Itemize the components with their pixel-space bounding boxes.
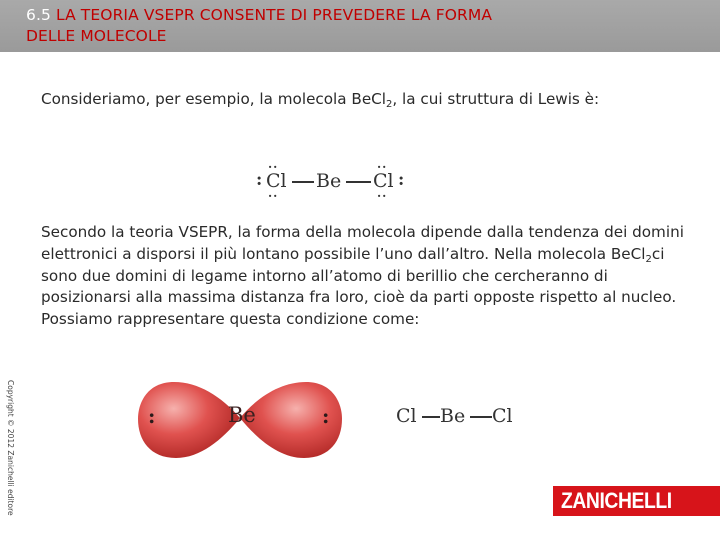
intro-text-2: , la cui struttura di Lewis è: bbox=[392, 90, 600, 108]
lone-pair-top-left: ·· bbox=[268, 160, 279, 174]
orbital-diagram bbox=[136, 378, 346, 460]
lewis-left-atom: Cl bbox=[266, 170, 287, 192]
linear-formula bbox=[396, 405, 516, 429]
body-text-2: ci sono due domini di legame intorno all’atomo di berillio che cercheranno di posizionarsi alla massima distanza fra loro, cioè da parti opposte rispetto al nucleo. Possiamo rappresentare questa condizione come: bbox=[41, 244, 677, 329]
lone-pair-far-left: : bbox=[256, 170, 263, 190]
title-line-1: LA TEORIA VSEPR CONSENTE DI PREVEDERE LA FORMA bbox=[55, 6, 493, 24]
linear-right-atom: Cl bbox=[492, 405, 513, 427]
intro-subscript: 2 bbox=[386, 99, 393, 110]
lone-pair-bottom-left: ·· bbox=[268, 189, 279, 203]
linear-center-atom: Be bbox=[440, 405, 466, 427]
orbital-lone-pair-right: : bbox=[322, 404, 330, 428]
linear-bond-right bbox=[470, 416, 492, 418]
linear-bond-left bbox=[422, 416, 440, 418]
orbital-lone-pair-left: : bbox=[148, 404, 156, 428]
copyright-notice: Copyright © 2012 Zanichelli editore bbox=[6, 380, 15, 516]
lewis-bond-left bbox=[292, 181, 314, 183]
lone-pair-far-right: : bbox=[398, 170, 405, 190]
lewis-center-atom: Be bbox=[316, 170, 342, 192]
body-text-1: Secondo la teoria VSEPR, la forma della molecola dipende dalla tendenza dei domini elettronici a disporsi il più lontano possibile l’uno dall’altro. Nella molecola BeCl bbox=[41, 223, 684, 263]
slide-title bbox=[26, 5, 492, 47]
lewis-right-atom: Cl bbox=[373, 170, 394, 192]
body-subscript: 2 bbox=[645, 253, 652, 265]
logo-text: ZANICHELLI bbox=[561, 488, 672, 513]
slide-header bbox=[0, 0, 720, 52]
title-line-2: DELLE MOLECOLE bbox=[26, 27, 167, 45]
lone-pair-top-right: ·· bbox=[377, 160, 388, 174]
linear-left-atom: Cl bbox=[396, 405, 417, 427]
section-number: 6.5 bbox=[26, 6, 51, 24]
intro-text-1: Consideriamo, per esempio, la molecola BeCl bbox=[41, 90, 386, 108]
zanichelli-logo bbox=[553, 486, 720, 516]
orbital-center-atom: Be bbox=[228, 403, 256, 427]
intro-paragraph bbox=[41, 89, 661, 111]
lewis-bond-right bbox=[346, 181, 371, 183]
lewis-structure bbox=[252, 160, 412, 203]
body-paragraph bbox=[41, 222, 691, 331]
lone-pair-bottom-right: ·· bbox=[377, 189, 388, 203]
